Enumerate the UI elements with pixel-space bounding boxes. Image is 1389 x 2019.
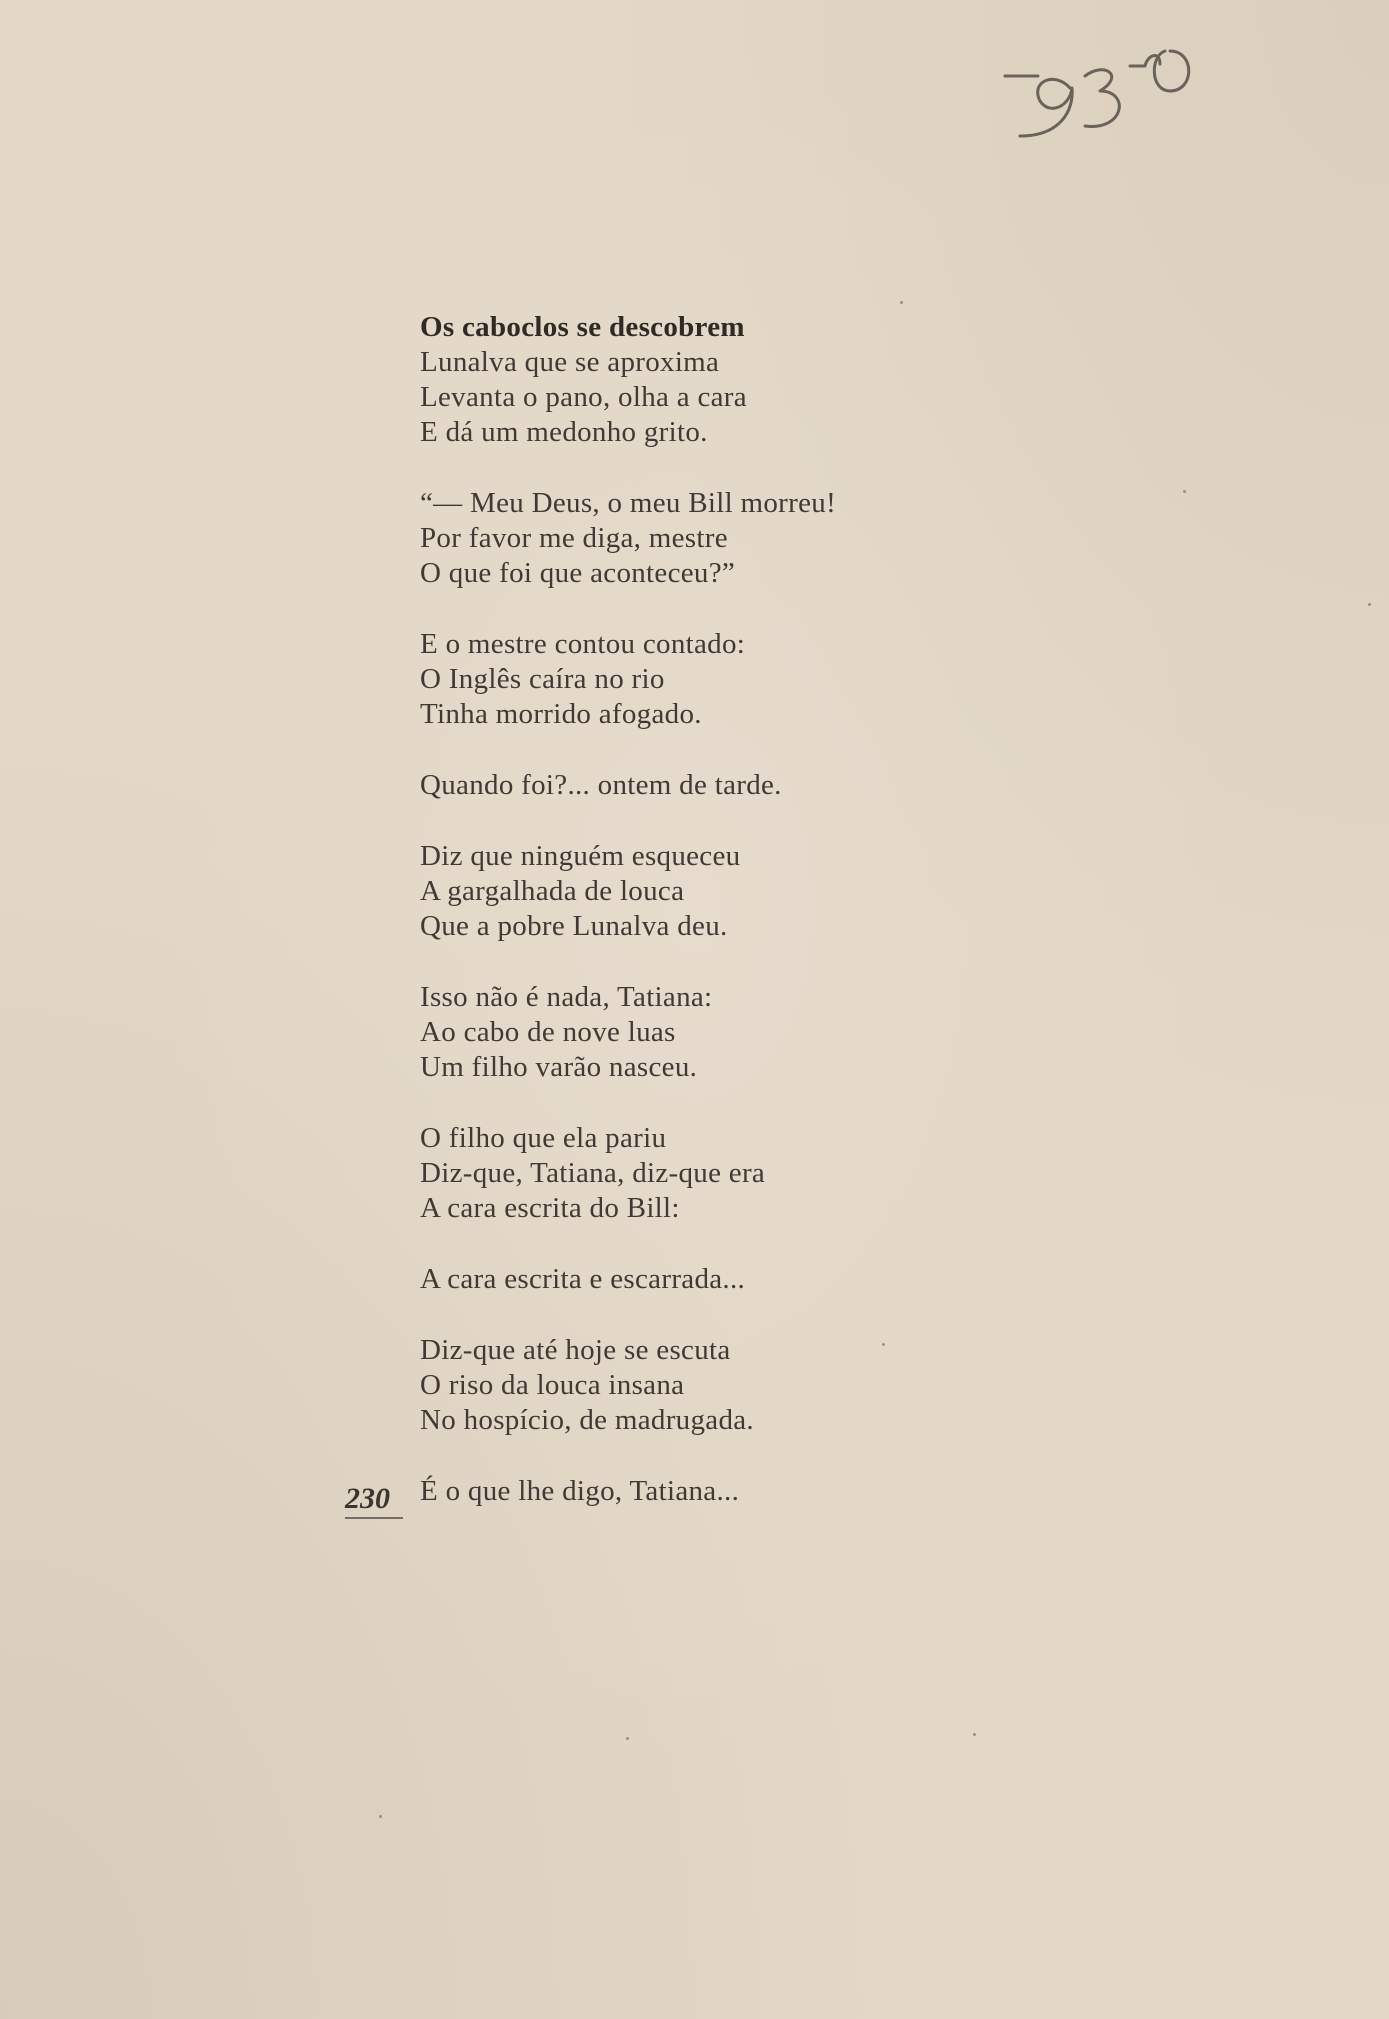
verse-line: Por favor me diga, mestre	[420, 522, 728, 554]
verse-line: Diz-que até hoje se escuta	[420, 1334, 731, 1366]
paper-speck	[626, 1737, 629, 1740]
verse-line: E dá um medonho grito.	[420, 416, 708, 448]
handwritten-page-number	[1000, 36, 1210, 156]
page-number: 230	[345, 1482, 390, 1515]
verse-line: Diz que ninguém esqueceu	[420, 840, 741, 872]
verse-line: Tinha morrido afogado.	[420, 698, 702, 730]
verse-line: Que a pobre Lunalva deu.	[420, 910, 728, 942]
verse-line: Diz-que, Tatiana, diz-que era	[420, 1157, 766, 1189]
verse-line: Quando foi?... ontem de tarde.	[420, 769, 782, 801]
verse-line: Os caboclos se descobrem	[420, 311, 745, 343]
stanza	[420, 1333, 1060, 1438]
verse-line: O que foi que aconteceu?”	[420, 557, 736, 589]
verse-line: O riso da louca insana	[420, 1369, 685, 1401]
verse-line: Um filho varão nasceu.	[420, 1051, 698, 1083]
verse-line: Ao cabo de nove luas	[420, 1016, 676, 1048]
stanza	[420, 980, 1060, 1085]
stanza	[420, 486, 1060, 591]
stanza	[420, 1262, 1060, 1297]
paper-speck	[1368, 603, 1371, 606]
paper-speck	[900, 301, 903, 304]
stanza	[420, 310, 1060, 450]
stanza	[420, 839, 1060, 944]
verse-line: Levanta o pano, olha a cara	[420, 381, 747, 413]
poem-text	[420, 310, 1060, 1509]
stanza	[420, 627, 1060, 732]
stanza	[420, 768, 1060, 803]
verse-line: O Inglês caíra no rio	[420, 663, 665, 695]
verse-line: O filho que ela pariu	[420, 1122, 667, 1154]
paper-speck	[1183, 490, 1186, 493]
stanza	[420, 1121, 1060, 1226]
verse-line: No hospício, de madrugada.	[420, 1404, 754, 1436]
paper-speck	[973, 1733, 976, 1736]
verse-line: Isso não é nada, Tatiana:	[420, 981, 713, 1013]
verse-line: Lunalva que se aproxima	[420, 346, 720, 378]
verse-line: A gargalhada de louca	[420, 875, 685, 907]
stanza	[420, 1474, 1060, 1509]
verse-line: A cara escrita do Bill:	[420, 1192, 680, 1224]
verse-line: E o mestre contou contado:	[420, 628, 746, 660]
verse-line: É o que lhe digo, Tatiana...	[420, 1475, 740, 1507]
paper-speck	[379, 1815, 382, 1818]
verse-line: “— Meu Deus, o meu Bill morreu!	[420, 487, 837, 519]
page-number-underline	[345, 1517, 403, 1519]
verse-line: A cara escrita e escarrada...	[420, 1263, 746, 1295]
